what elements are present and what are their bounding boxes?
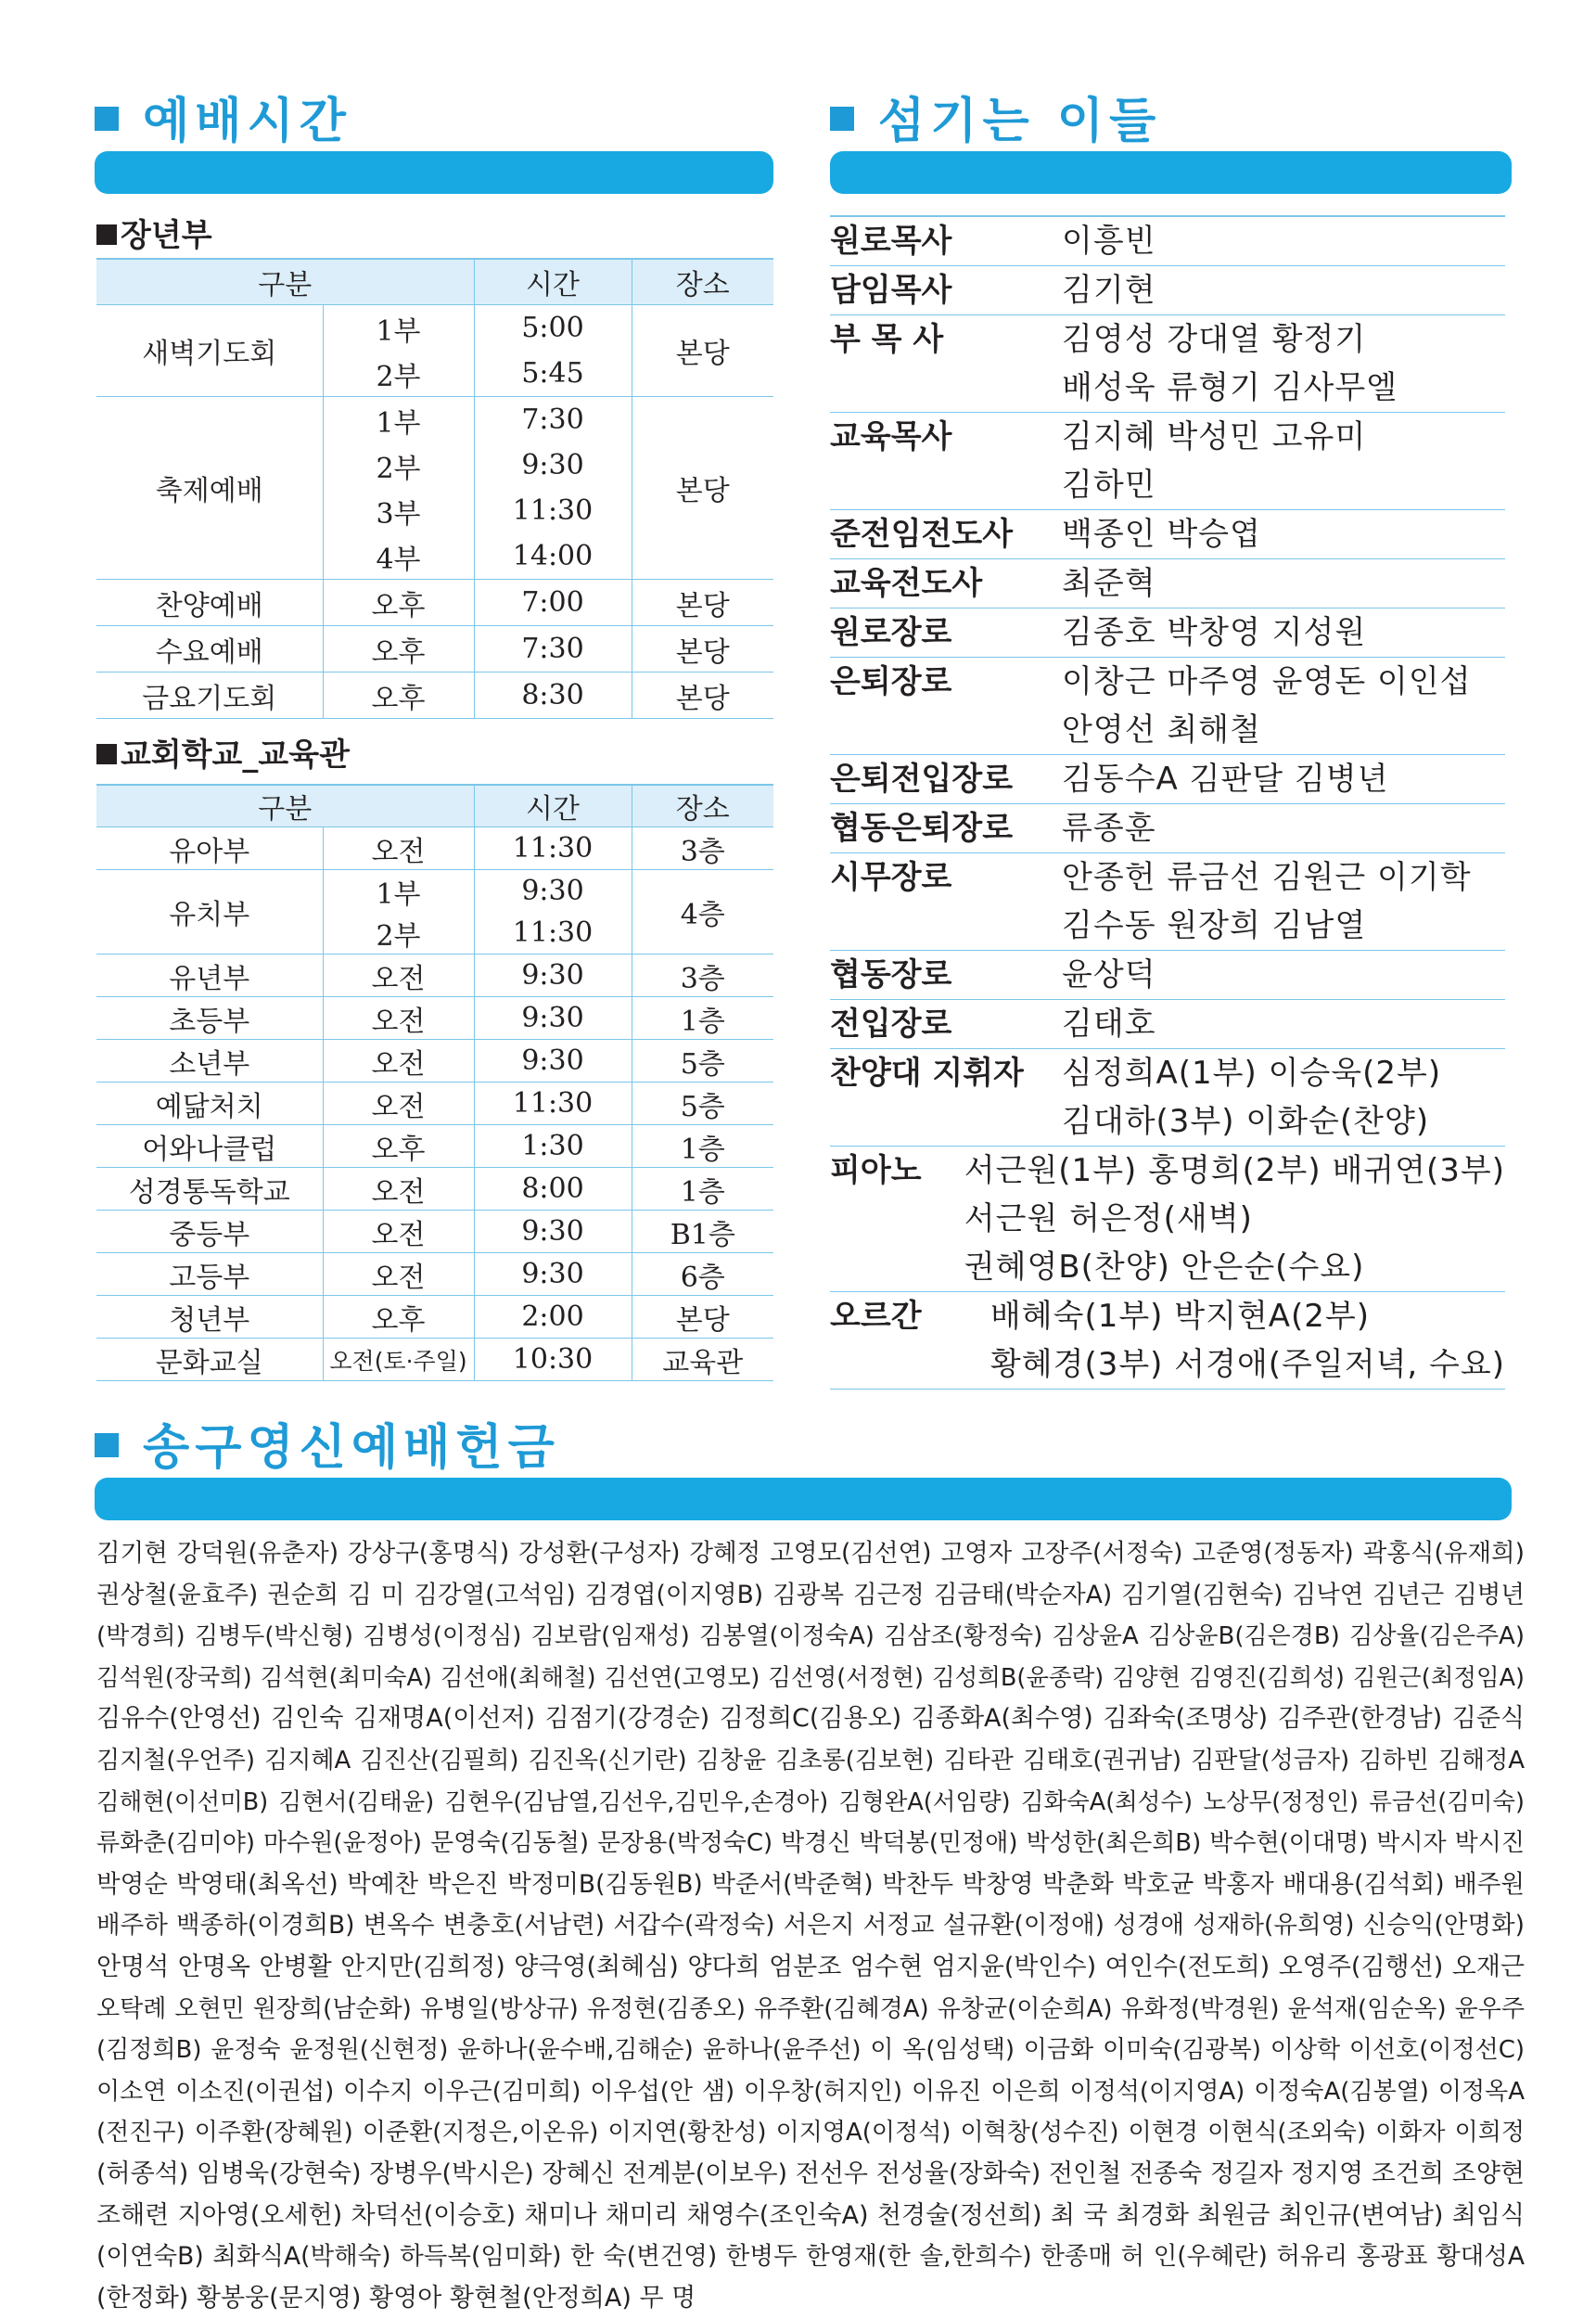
server-people [1062, 1000, 1505, 1048]
service-part: 2부 [323, 442, 474, 488]
header-time: 시간 [474, 785, 632, 827]
table-row [96, 827, 773, 870]
server-role: 준전임전도사 [830, 516, 1014, 553]
server-role: 부 목 사 [830, 321, 944, 358]
service-part: 3부 [323, 488, 474, 533]
server-names-line: 윤상덕 [1062, 956, 1156, 993]
server-names-line: 배성욱 류형기 김사무엘 [1062, 369, 1398, 406]
server-people [1062, 853, 1505, 950]
server-role: 원로장로 [830, 614, 952, 651]
server-people [1062, 217, 1505, 265]
server-people [1062, 559, 1505, 608]
server-names-line: 김영성 강대열 황정기 [1062, 321, 1367, 358]
dept-part: 오후 [323, 1296, 474, 1339]
offering-title-bar [95, 1478, 1512, 1520]
dept-place: B1층 [632, 1211, 773, 1253]
square-bullet-icon [830, 107, 854, 131]
server-role: 협동장로 [830, 956, 952, 993]
server-row [830, 658, 1505, 755]
server-names-line: 김기현 [1062, 272, 1156, 309]
dept-part: 2부 [323, 912, 474, 955]
dept-place: 4층 [632, 870, 773, 955]
servers-list [830, 215, 1505, 1390]
server-role: 은퇴장로 [830, 663, 952, 700]
server-row [830, 1147, 1505, 1292]
service-part: 4부 [323, 533, 474, 580]
offering-title-text: 송구영신예배헌금 [143, 1420, 560, 1476]
service-part: 2부 [323, 351, 474, 397]
server-people [1062, 315, 1505, 412]
dept-part: 오전 [323, 1168, 474, 1211]
donor-line: 김유수(안영선) 김인숙 김재명A(이선저) 김점기(강경순) 김정희C(김용오) 김종화A(최수영) 김좌숙(조명상) 김주관(한경남) 김준식 [96, 1704, 1525, 1734]
server-names-line: 안영선 최해철 [1062, 711, 1261, 749]
table-row [96, 580, 773, 626]
server-people [1062, 609, 1505, 657]
dept-part: 1부 [323, 870, 474, 913]
service-time: 8:30 [474, 673, 632, 719]
service-name: 금요기도회 [96, 673, 323, 719]
dept-place: 1층 [632, 1125, 773, 1168]
server-row [830, 1000, 1505, 1049]
server-names-line: 김대하(3부) 이화순(찬양) [1062, 1103, 1430, 1140]
table-row [96, 997, 773, 1040]
dept-time: 11:30 [474, 912, 632, 955]
donor-line: 배주하 백종하(이경희B) 변옥수 변충호(서남련) 서갑수(곽정숙) 서은지 서정교 설규환(이정애) 성경애 성재하(유희영) 신승익(안명화) [96, 1911, 1525, 1941]
header-place: 장소 [632, 259, 773, 305]
service-time: 7:00 [474, 580, 632, 626]
donor-line: 김기현 강덕원(유춘자) 강상구(홍명식) 강성환(구성자) 강혜정 고영모(김선연) 고영자 고장주(서정숙) 고준영(정동자) 곽홍식(유재희) [96, 1539, 1525, 1568]
server-names-line: 이창근 마주영 윤영돈 이인섭 [1062, 663, 1472, 700]
service-name: 축제예배 [96, 397, 323, 580]
server-names-line: 김지혜 박성민 고유미 [1062, 418, 1367, 455]
dept-part: 오전 [323, 1040, 474, 1083]
server-people [1062, 804, 1505, 852]
adult-subtitle-text: 장년부 [121, 217, 212, 254]
service-place: 본당 [632, 580, 773, 626]
server-names-line: 김하민 [1062, 467, 1156, 504]
donor-line: 권상철(윤효주) 권순희 김 미 김강열(고석임) 김경엽(이지영B) 김광복 김근정 김금태(박순자A) 김기열(김현숙) 김낙연 김년근 김병년 [96, 1580, 1525, 1609]
black-square-icon [96, 744, 117, 764]
dept-place: 6층 [632, 1253, 773, 1296]
dept-name: 예닮처치 [96, 1083, 323, 1125]
server-role: 교육목사 [830, 418, 952, 455]
service-name: 찬양예배 [96, 580, 323, 626]
donor-line: (전진구) 이주환(장혜원) 이준환(지정은,이온유) 이지연(황찬성) 이지영A(이정석) 이혁창(성수진) 이현경 이현식(조외숙) 이화자 이희정 [96, 2119, 1525, 2147]
server-row [830, 755, 1505, 804]
table-row [96, 1253, 773, 1296]
donor-line: 김석원(장국희) 김석현(최미숙A) 김선애(최해철) 김선연(고영모) 김선영(서정현) 김성희B(윤종락) 김양현 김영진(김희성) 김원근(최정임A) [96, 1663, 1525, 1692]
dept-place: 본당 [632, 1296, 773, 1339]
dept-name: 고등부 [96, 1253, 323, 1296]
dept-time: 9:30 [474, 1040, 632, 1083]
server-names-line: 류종훈 [1062, 810, 1156, 847]
service-time: 14:00 [474, 533, 632, 580]
table-row [96, 397, 773, 443]
service-name: 수요예배 [96, 626, 323, 673]
server-row [830, 510, 1505, 559]
donor-line: 류화춘(김미야) 마수원(윤정아) 문영숙(김동철) 문장용(박정숙C) 박경신 박덕봉(민정애) 박성한(최은희B) 박수현(이대명) 박시자 박시진 [96, 1829, 1525, 1858]
dept-name: 소년부 [96, 1040, 323, 1083]
dept-part: 오전 [323, 1083, 474, 1125]
server-names-line: 최준혁 [1062, 565, 1156, 602]
dept-time: 11:30 [474, 1083, 632, 1125]
server-row [830, 1292, 1505, 1390]
dept-place: 5층 [632, 1083, 773, 1125]
server-row [830, 1049, 1505, 1147]
offering-title [95, 1408, 560, 1478]
dept-part: 오후 [323, 1125, 474, 1168]
donor-line: 박영순 박영태(최옥선) 박예찬 박은진 박정미B(김동원B) 박준서(박준혁) 박찬두 박창영 박춘화 박호균 박홍자 배대용(김석회) 배주원 [96, 1869, 1525, 1899]
service-part: 1부 [323, 305, 474, 352]
dept-time: 9:30 [474, 997, 632, 1040]
table-row [96, 305, 773, 352]
adult-subtitle [96, 210, 212, 255]
worship-title-bar [95, 151, 773, 194]
server-people [1062, 658, 1505, 754]
service-time: 7:30 [474, 397, 632, 443]
dept-part: 오전 [323, 955, 474, 997]
server-people [1062, 510, 1505, 558]
server-people [1062, 266, 1505, 314]
service-place: 본당 [632, 305, 773, 397]
table-row [96, 870, 773, 913]
dept-place: 교육관 [632, 1339, 773, 1381]
server-people [1062, 755, 1505, 803]
server-names-line: 배혜숙(1부) 박지현A(2부) [990, 1298, 1371, 1335]
dept-time: 9:30 [474, 1211, 632, 1253]
square-bullet-icon [95, 1433, 119, 1457]
header-time: 시간 [474, 259, 632, 305]
server-people [990, 1292, 1505, 1389]
dept-part: 오전 [323, 827, 474, 870]
server-names-line: 김동수A 김판달 김병년 [1062, 761, 1389, 798]
dept-name: 유치부 [96, 870, 323, 955]
table-row [96, 955, 773, 997]
header-category: 구분 [96, 785, 474, 827]
service-part: 오후 [323, 580, 474, 626]
donor-line: 이소연 이소진(이권섭) 이수지 이우근(김미희) 이우섭(안 샘) 이우창(허지인) 이유진 이은희 이정석(이지영A) 이정숙A(김봉열) 이정옥A [96, 2077, 1525, 2106]
school-schedule-table [96, 784, 773, 1381]
donor-line: (이연숙B) 최화식A(박해숙) 하득복(임미화) 한 숙(변건영) 한병두 한영재(한 솔,한희수) 한종매 허 인(우혜란) 허유리 홍광표 황대성A [96, 2242, 1525, 2272]
dept-part: 오전(토·주일) [323, 1339, 474, 1381]
table-header-row [96, 785, 773, 827]
server-role: 협동은퇴장로 [830, 810, 1014, 847]
dept-name: 초등부 [96, 997, 323, 1040]
table-row [96, 1125, 773, 1168]
donor-line: (허종석) 임병욱(강현숙) 장병우(박시은) 장혜신 전계분(이보우) 전선우 전성율(장화숙) 전인철 전종숙 정길자 정지영 조건희 조양현 [96, 2159, 1525, 2188]
donor-line: (한정화) 황봉웅(문지영) 황영아 황현철(안정희A) 무 명 [96, 2283, 696, 2313]
server-names-line: 김태호 [1062, 1006, 1156, 1043]
server-role: 교육전도사 [830, 565, 983, 602]
server-role: 전입장로 [830, 1006, 952, 1043]
server-role: 찬양대 지휘자 [830, 1055, 1024, 1092]
server-role: 은퇴전입장로 [830, 761, 1014, 798]
server-role: 오르간 [830, 1298, 922, 1335]
server-people [1062, 1049, 1505, 1146]
donor-line: 오탁례 오현민 원장희(남순화) 유병일(방상규) 유정현(김종오) 유주환(김혜경A) 유창균(이순희A) 유화정(박경원) 윤석재(임순옥) 윤우주 [96, 1994, 1525, 2023]
server-row [830, 217, 1505, 266]
server-row [830, 266, 1505, 315]
donor-line: (김정희B) 윤정숙 윤정원(신현정) 윤하나(윤수배,김해순) 윤하나(윤주선) 이 옥(임성택) 이금화 이미숙(김광복) 이상학 이선호(이정선C) [96, 2036, 1525, 2065]
dept-place: 5층 [632, 1040, 773, 1083]
server-row [830, 559, 1505, 609]
school-subtitle [96, 729, 350, 775]
table-row [96, 1211, 773, 1253]
service-place: 본당 [632, 673, 773, 719]
table-row [96, 1040, 773, 1083]
offering-donor-list [96, 1533, 1525, 2319]
donor-line: 김지철(우언주) 김지혜A 김진산(김필희) 김진옥(신기란) 김창윤 김초롱(김보현) 김타관 김태호(권귀남) 김판달(성금자) 김하빈 김해정A [96, 1746, 1525, 1774]
service-part: 오후 [323, 626, 474, 673]
server-names-line: 백종인 박승엽 [1062, 516, 1261, 553]
table-row [96, 626, 773, 673]
dept-time: 1:30 [474, 1125, 632, 1168]
donor-line: 안명석 안명옥 안병활 안지만(김희정) 양극영(최혜심) 양다희 엄분조 엄수현 엄지윤(박인수) 여인수(전도희) 오영주(김행선) 오재근 [96, 1952, 1525, 1981]
server-names-line: 심정희A(1부) 이승욱(2부) [1062, 1055, 1442, 1092]
adult-schedule-table [96, 258, 773, 719]
servers-title-text: 섬기는 이들 [878, 94, 1162, 149]
dept-time: 8:00 [474, 1168, 632, 1211]
server-names-line: 김수동 원장희 김남열 [1062, 907, 1367, 944]
server-people [964, 1147, 1505, 1291]
service-place: 본당 [632, 626, 773, 673]
table-header-row [96, 259, 773, 305]
dept-time: 2:00 [474, 1296, 632, 1339]
server-people [1062, 413, 1505, 509]
table-row [96, 1296, 773, 1339]
table-row [96, 1168, 773, 1211]
table-row [96, 1083, 773, 1125]
dept-place: 3층 [632, 955, 773, 997]
dept-name: 문화교실 [96, 1339, 323, 1381]
dept-place: 1층 [632, 1168, 773, 1211]
service-name: 새벽기도회 [96, 305, 323, 397]
server-row [830, 951, 1505, 1000]
service-time: 5:45 [474, 351, 632, 397]
server-names-line: 황혜경(3부) 서경애(주일저녁, 수요) [990, 1346, 1505, 1383]
dept-name: 유아부 [96, 827, 323, 870]
square-bullet-icon [95, 107, 119, 131]
donor-line: 조해련 지아영(오세헌) 차덕선(이승호) 채미나 채미리 채영수(조인숙A) 천경술(정선희) 최 국 최경화 최원금 최인규(변여남) 최임식 [96, 2200, 1525, 2230]
server-row [830, 853, 1505, 951]
server-names-line: 서근원(1부) 홍명희(2부) 배귀연(3부) [964, 1152, 1505, 1189]
dept-part: 오전 [323, 1253, 474, 1296]
dept-time: 10:30 [474, 1339, 632, 1381]
servers-title-bar [830, 151, 1512, 194]
server-row [830, 609, 1505, 658]
server-role: 시무장로 [830, 859, 952, 896]
table-row [96, 673, 773, 719]
server-row [830, 804, 1505, 853]
donor-line: 김해현(이선미B) 김현서(김태윤) 김현우(김남열,김선우,김민우,손경아) 김형완A(서임량) 김화숙A(최성수) 노상무(정정인) 류금선(김미숙) [96, 1787, 1525, 1816]
dept-name: 어와나클럽 [96, 1125, 323, 1168]
header-place: 장소 [632, 785, 773, 827]
dept-time: 9:30 [474, 870, 632, 913]
server-names-line: 권혜영B(찬양) 안은순(수요) [964, 1249, 1365, 1286]
dept-place: 3층 [632, 827, 773, 870]
server-names-line: 김종호 박창영 지성원 [1062, 614, 1367, 651]
service-time: 7:30 [474, 626, 632, 673]
donor-line: (박경희) 김병두(박신형) 김병성(이정심) 김보람(임재성) 김봉열(이정숙A) 김삼조(황정숙) 김상윤A 김상윤B(김은경B) 김상율(김은주A) [96, 1622, 1525, 1651]
server-role: 원로목사 [830, 223, 952, 260]
dept-time: 11:30 [474, 827, 632, 870]
dept-part: 오전 [323, 997, 474, 1040]
server-role: 담임목사 [830, 272, 952, 309]
table-row [96, 1339, 773, 1381]
server-role: 피아노 [830, 1152, 922, 1189]
dept-place: 1층 [632, 997, 773, 1040]
service-place: 본당 [632, 397, 773, 580]
service-part: 오후 [323, 673, 474, 719]
dept-time: 9:30 [474, 955, 632, 997]
header-category: 구분 [96, 259, 474, 305]
server-names-line: 이흥빈 [1062, 223, 1156, 260]
dept-name: 청년부 [96, 1296, 323, 1339]
worship-time-title [95, 82, 351, 151]
server-names-line: 서근원 허은정(새벽) [964, 1200, 1253, 1237]
school-subtitle-text: 교회학교_교육관 [121, 737, 350, 774]
service-part: 1부 [323, 397, 474, 443]
dept-time: 9:30 [474, 1253, 632, 1296]
dept-part: 오전 [323, 1211, 474, 1253]
black-square-icon [96, 224, 117, 245]
servers-title [830, 82, 1161, 151]
service-time: 11:30 [474, 488, 632, 533]
server-names-line: 안종헌 류금선 김원근 이기학 [1062, 859, 1472, 896]
service-time: 5:00 [474, 305, 632, 352]
dept-name: 중등부 [96, 1211, 323, 1253]
worship-time-title-text: 예배시간 [143, 94, 351, 149]
service-time: 9:30 [474, 442, 632, 488]
server-row [830, 413, 1505, 510]
dept-name: 성경통독학교 [96, 1168, 323, 1211]
server-people [1062, 951, 1505, 999]
server-row [830, 315, 1505, 413]
dept-name: 유년부 [96, 955, 323, 997]
